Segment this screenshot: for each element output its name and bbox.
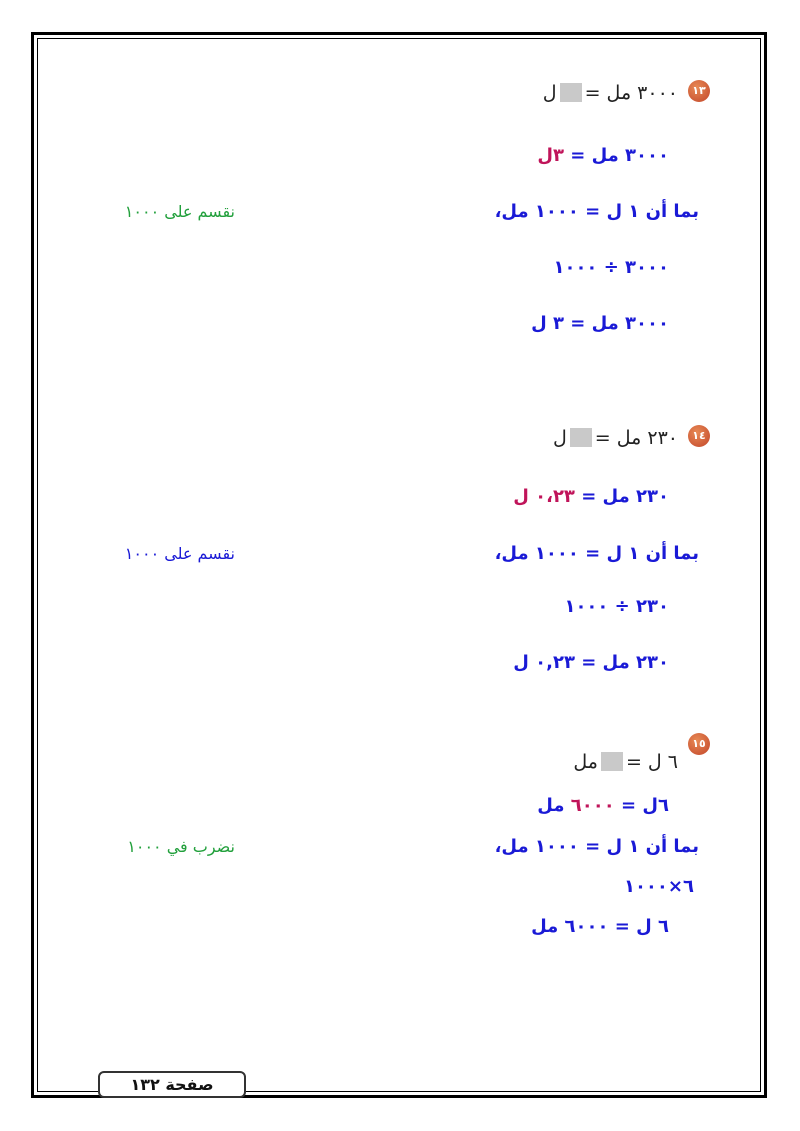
question-14-left: ٢٣٠ مل = — [594, 427, 678, 449]
answer-15-line-1 — [537, 797, 669, 815]
note-14: نقسم على ١٠٠٠ — [124, 544, 235, 563]
question-15 — [573, 752, 678, 772]
problem-number-badge: ١٣ — [688, 80, 710, 102]
blank-box — [601, 752, 623, 771]
answer-14-result: ٠،٢٣ ل — [513, 486, 575, 507]
problem-number-badge: ١٤ — [688, 425, 710, 447]
answer-13-result-line: ٣٠٠٠ مل = ٣ ل — [531, 313, 669, 334]
answer-14-line-1 — [513, 488, 669, 506]
answer-14-expr: ٢٣٠ مل = — [581, 486, 669, 507]
answer-13-given: بما أن ١ ل = ١٠٠٠ مل، — [494, 201, 699, 222]
answer-14-result-line: ٢٣٠ مل = ٠,٢٣ ل — [513, 652, 669, 673]
answer-13-line-1 — [537, 147, 669, 165]
answer-14-division: ٢٣٠ ÷ ١٠٠٠ — [564, 596, 669, 617]
answer-15-given: بما أن ١ ل = ١٠٠٠ مل، — [494, 836, 699, 857]
note-15: نضرب في ١٠٠٠ — [127, 837, 235, 856]
problem-number-badge: ١٥ — [688, 733, 710, 755]
question-14-right: ل — [552, 427, 567, 449]
answer-15-expr: ٦ل = — [621, 795, 669, 816]
answer-15-multiplication: ٦×١٠٠٠ — [623, 876, 694, 897]
page-number-label: صفحة ١٣٢ — [98, 1071, 246, 1098]
answer-15-result-line: ٦ ل = ٦٠٠٠ مل — [531, 916, 669, 937]
question-14 — [553, 428, 678, 448]
note-13: نقسم على ١٠٠٠ — [124, 202, 235, 221]
answer-13-expr: ٣٠٠٠ مل = — [570, 145, 669, 166]
answer-13-division: ٣٠٠٠ ÷ ١٠٠٠ — [553, 257, 669, 278]
question-13-right: ل — [542, 82, 557, 104]
question-13-left: ٣٠٠٠ مل = — [584, 82, 678, 104]
answer-15-result: ٦٠٠٠ — [570, 795, 615, 816]
blank-box — [560, 83, 582, 102]
question-15-right: مل — [573, 751, 598, 773]
answer-14-given: بما أن ١ ل = ١٠٠٠ مل، — [494, 543, 699, 564]
question-15-left: ٦ ل = — [625, 751, 678, 773]
question-13 — [543, 83, 678, 103]
answer-15-unit: مل — [537, 795, 565, 816]
blank-box — [570, 428, 592, 447]
answer-13-result: ٣ل — [537, 145, 564, 166]
